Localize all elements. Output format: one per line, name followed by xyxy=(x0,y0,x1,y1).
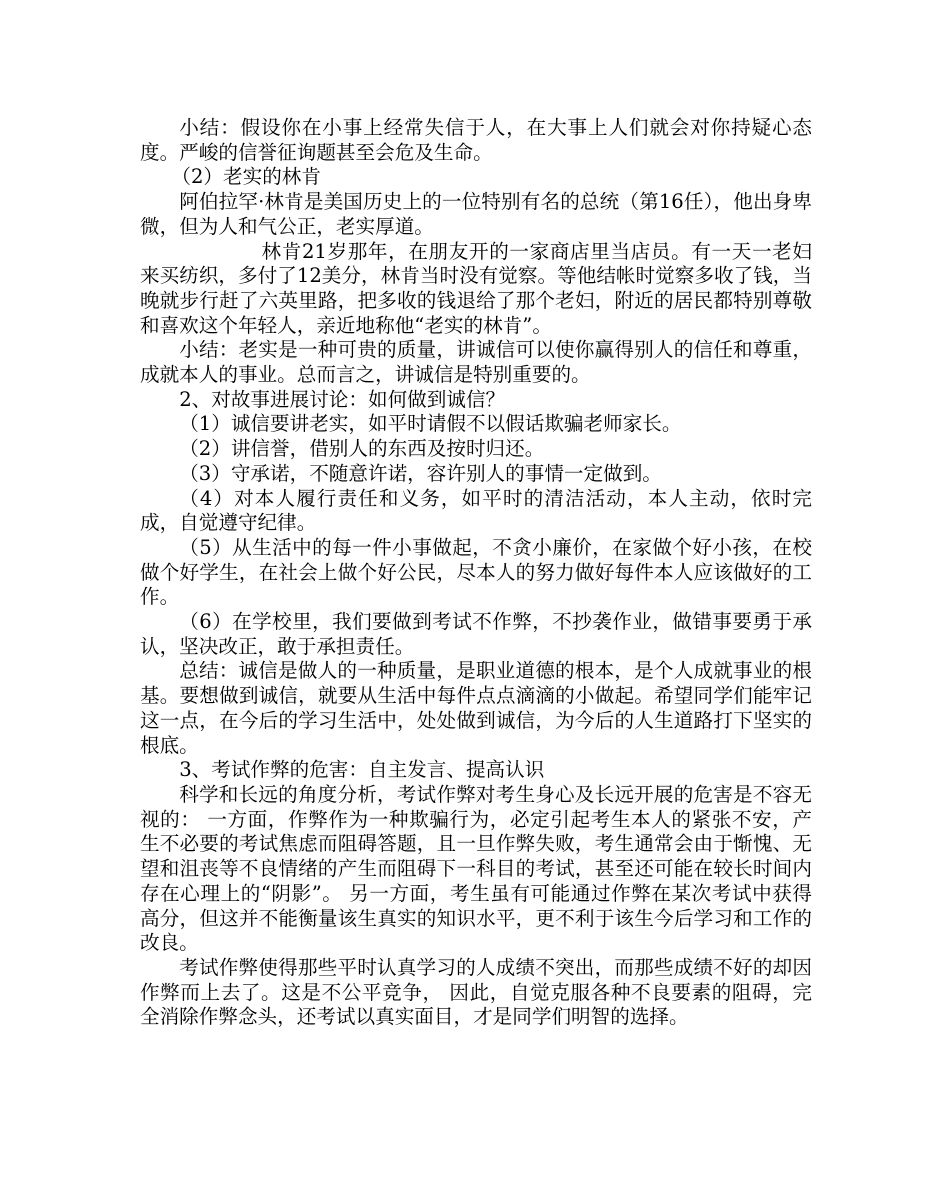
paragraph-lincoln-story: 林肯21岁那年，在朋友开的一家商店里当店员。有一天一老妇来买纺织，多付了12美分，林肯当时没有觉察。等他结帐时觉察多收了钱，当晚就步行赶了六英里路，把多收的钱退给了那个老妇，附近的居民都特别尊敬和喜欢这个年轻人，亲近地称他“老实的林肯”。 xyxy=(140,239,812,337)
paragraph-item-1: （1）诚信要讲老实，如平时请假不以假话欺骗老师家长。 xyxy=(179,412,682,436)
paragraph-item-2: （2）讲信誉，借别人的东西及按时归还。 xyxy=(179,437,545,461)
paragraph-item-4: （4）对本人履行责任和义务，如平时的清洁活动，本人主动，依时完成，自觉遵守纪律。 xyxy=(140,486,812,535)
paragraph-cheating-fairness: 考试作弊使得那些平时认真学习的人成绩不突出，而那些成绩不好的却因作弊而上去了。这是不公平竞争， 因此，自觉克服各种不良要素的阻碍，完全消除作弊念头，还考试以真实面目，才是同学们明智的选择。 xyxy=(140,955,812,1029)
paragraph-heading-cheating: 3、考试作弊的危害：自主发言、提高认识 xyxy=(179,758,545,782)
paragraph-conclusion: 总结：诚信是做人的一种质量，是职业道德的根本，是个人成就事业的根基。要想做到诚信，就要从生活中每件点点滴滴的小做起。希望同学们能牢记这一点，在今后的学习生活中，处处做到诚信，为今后的人生道路打下坚实的根底。 xyxy=(140,659,812,757)
paragraph-cheating-harm: 科学和长远的角度分析，考试作弊对考生身心及长远开展的危害是不容无视的： 一方面，作弊作为一种欺骗行为，必定引起考生本人的紧张不安，产生不必要的考试焦虑而阻碍答题，且一旦作弊失败，考生通常会由于惭愧、无望和沮丧等不良情绪的产生而阻碍下一科目的考试，甚至还可能在较长时间内存在心理上的“阴影”。 另一方面，考生虽有可能通过作弊在某次考试中获得高分，但这并不能衡量该生真实的知识水平，更不利于该生今后学习和工作的改良。 xyxy=(140,782,812,955)
paragraph-heading-lincoln: （2）老实的林肯 xyxy=(171,165,321,189)
paragraph-summary-honesty: 小结：老实是一种可贵的质量，讲诚信可以使你赢得别人的信任和尊重，成就本人的事业。总而言之，讲诚信是特别重要的。 xyxy=(140,338,812,387)
paragraph-item-3: （3）守承诺，不随意许诺，容许别人的事情一定做到。 xyxy=(179,461,662,485)
paragraph-heading-discussion: 2、对故事进展讨论：如何做到诚信？ xyxy=(179,387,506,411)
paragraph-item-5: （5）从生活中的每一件小事做起，不贪小廉价，在家做个好小孩，在校做个好学生，在社会上做个好公民，尽本人的努力做好每件本人应该做好的工作。 xyxy=(140,535,812,609)
document-body xyxy=(140,116,812,1030)
paragraph-item-6: （6）在学校里，我们要做到考试不作弊，不抄袭作业，做错事要勇于承认，坚决改正，敢于承担责任。 xyxy=(140,610,812,658)
paragraph-lincoln-intro: 阿伯拉罕·林肯是美国历史上的一位特别有名的总统（第16任），他出身卑微，但为人和气公正，老实厚道。 xyxy=(140,190,812,238)
paragraph-summary-credit: 小结：假设你在小事上经常失信于人，在大事上人们就会对你持疑心态度。严峻的信誉征询题甚至会危及生命。 xyxy=(140,116,812,164)
